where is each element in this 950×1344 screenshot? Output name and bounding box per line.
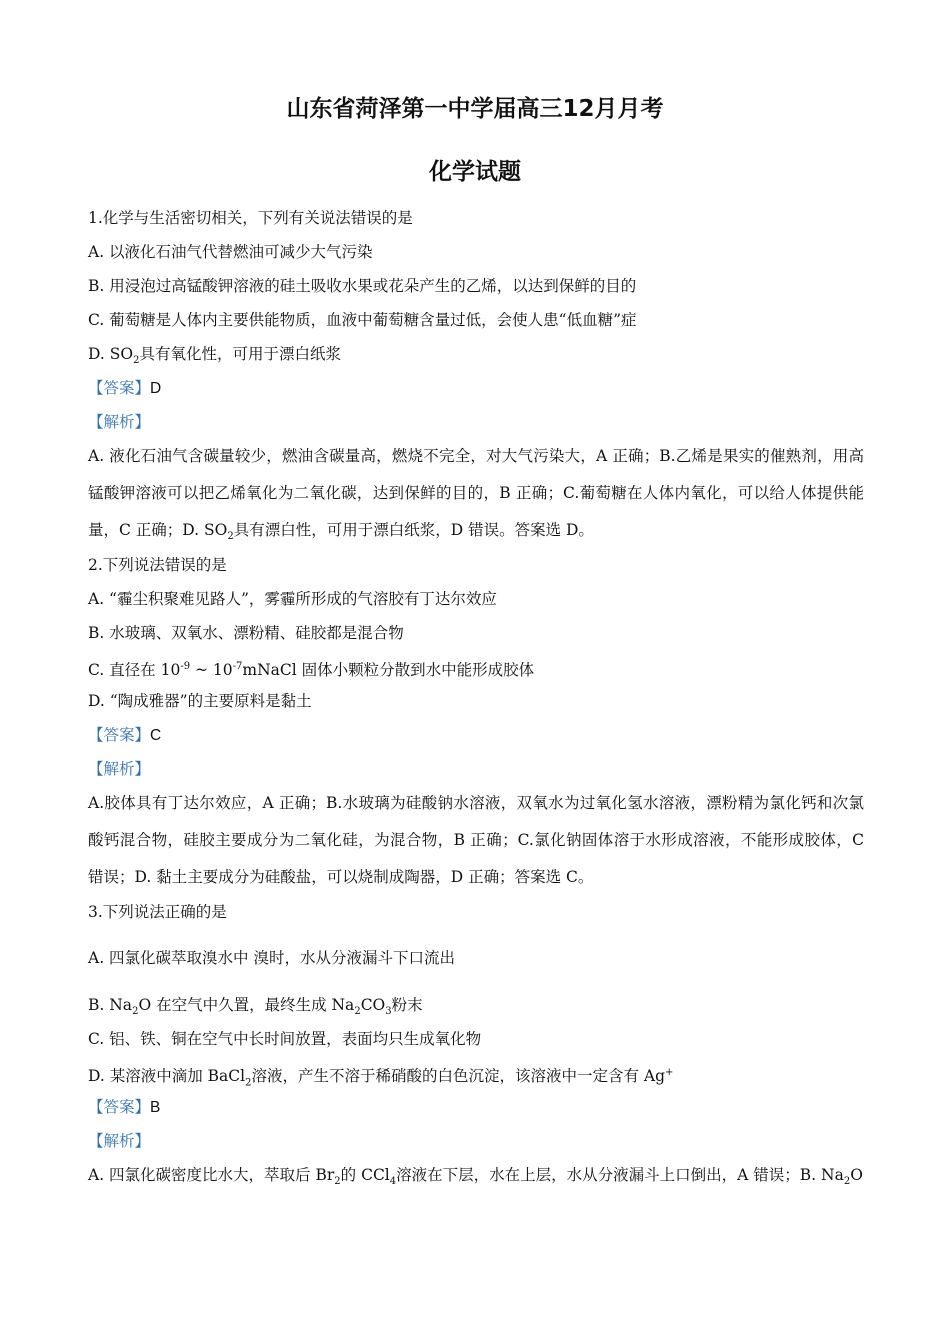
q2-analysis-tag: 【解析】 [88, 760, 151, 778]
q1-analysis-tag: 【解析】 [88, 413, 151, 431]
q1-option-d: D. $SO_2$具有氧化性，可用于漂白纸浆 [88, 345, 341, 367]
q2-answer: 【答案】C [88, 726, 162, 744]
q1-option-c: C. 葡萄糖是人体内主要供能物质，血液中葡萄糖含量过低，会使人患“低血糖”症 [88, 311, 637, 329]
q2-option-d: D. “陶成雅器”的主要原料是黏土 [88, 692, 312, 710]
q3-stem: 3.下列说法正确的是 [88, 903, 227, 921]
answer-tag: 【答案】 [88, 1098, 151, 1116]
q2-stem: 2.下列说法错误的是 [88, 556, 227, 574]
answer-tag: 【答案】 [88, 379, 151, 397]
q3-analysis: A. 四氯化碳密度比水大，萃取后 $Br_2$的 CCl$_4$溶液在下层，水在上层，水从分液漏斗上口倒出，A 错误；B. $Na_2O$ [88, 1166, 863, 1188]
document-subtitle: 化学试题 [429, 159, 521, 185]
q1-answer: 【答案】D [88, 379, 162, 397]
answer-tag: 【答案】 [88, 726, 151, 744]
q3-option-a: A. 四氯化碳萃取溴水中 溴时，水从分液漏斗下口流出 [88, 949, 455, 967]
q1-stem: 1.化学与生活密切相关，下列有关说法错误的是 [88, 209, 413, 227]
q1-option-a: A. 以液化石油气代替燃油可减少大气污染 [88, 243, 373, 261]
q3-option-b: B. $Na_2O$ 在空气中久置，最终生成 $Na_2CO_3$粉末 [88, 996, 423, 1018]
q3-option-c: C. 铝、铁、铜在空气中长时间放置，表面均只生成氧化物 [88, 1030, 482, 1048]
q2-option-b: B. 水玻璃、双氧水、漂粉精、硅胶都是混合物 [88, 624, 404, 642]
q2-option-c: C. 直径在 $10^{-9}$ ~ $10^{-7}mNaCl$ 固体小颗粒分散到水中能形成胶体 [88, 661, 535, 680]
q3-answer: 【答案】B [88, 1098, 161, 1116]
q2-option-a: A. “霾尘积聚难见路人”，雾霾所形成的气溶胶有丁达尔效应 [88, 590, 497, 608]
q2-analysis: A.胶体具有丁达尔效应，A 正确；B.水玻璃为硅酸钠水溶液，双氧水为过氧化氢水溶液，漂粉精为氯化钙和次氯酸钙混合物，硅胶主要成分为二氧化硅，为混合物，B 正确；C.氯化钠固体溶于水形成溶液，不能形成胶体，C 错误；D. 黏土主要成分为硅酸盐，可以烧制成陶器，D 正确；答案选 C。 [88, 794, 864, 886]
q3-analysis-tag: 【解析】 [88, 1132, 151, 1150]
q1-option-b: B. 用浸泡过高锰酸钾溶液的硅土吸收水果或花朵产生的乙烯，以达到保鲜的目的 [88, 277, 637, 295]
q3-option-d: D. 某溶液中滴加 BaCl$_2$溶液，产生不溶于稀硝酸的白色沉淀，该溶液中一定含有 Ag+ [88, 1067, 674, 1089]
document-title: 山东省菏泽第一中学届高三12月月考 [286, 96, 664, 122]
q1-analysis: A. 液化石油气含碳量较少，燃油含碳量高，燃烧不完全，对大气污染大，A 正确；B.乙烯是果实的催熟剂，用高锰酸钾溶液可以把乙烯氧化为二氧化碳，达到保鲜的目的，B 正确；C.葡萄糖在人体内氧化，可以给人体提供能量，C 正确；D. $SO_2$具有漂白性，可用于漂白纸浆，D 错误。答案选 D。 [88, 447, 864, 543]
